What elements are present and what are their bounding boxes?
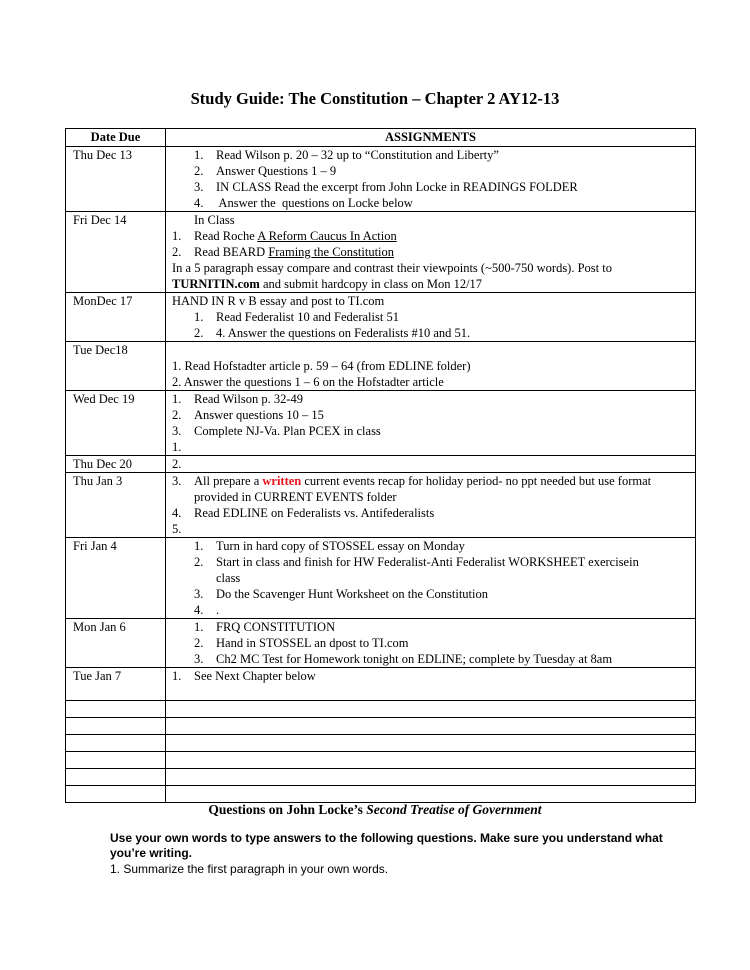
list-item: 5. <box>172 522 182 536</box>
assignment-cell <box>166 391 696 456</box>
book-title: Second Treatise of Government <box>366 802 542 817</box>
table-row <box>66 147 696 212</box>
questions-instructions: Use your own words to type answers to the following questions. Make sure you understand what you’re writing. <box>110 831 663 860</box>
table-row <box>66 293 696 342</box>
list-item: 2. Hand in STOSSEL an dpost to TI.com <box>194 636 409 650</box>
empty-row <box>66 701 696 718</box>
list-item: 1. FRQ CONSTITUTION <box>194 620 336 634</box>
list-item: 3. Do the Scavenger Hunt Worksheet on the Constitution <box>194 587 488 601</box>
table-row <box>66 538 696 619</box>
cell-text: HAND IN R v B essay and post to TI.com <box>172 294 385 308</box>
list-item: 1. Read Wilson p. 20 – 32 up to “Constitution and Liberty” <box>194 148 499 162</box>
assignment-cell <box>166 538 696 619</box>
empty-row <box>66 752 696 769</box>
table-header-row <box>66 129 696 147</box>
assignment-cell <box>166 342 696 391</box>
list-item: 3. All prepare a written current events recap for holiday period- no ppt needed but use format <box>172 474 652 488</box>
assignment-cell <box>166 147 696 212</box>
assignment-cell <box>166 619 696 668</box>
assignment-cell <box>166 473 696 538</box>
cell-text: In a 5 paragraph essay compare and contrast their viewpoints (~500-750 words). Post to <box>172 261 612 275</box>
list-item: 2. <box>172 457 182 471</box>
list-item: 1. Read Federalist 10 and Federalist 51 <box>194 310 399 324</box>
date-cell: Thu Dec 20 <box>66 456 166 473</box>
table-row <box>66 668 696 701</box>
date-cell: Fri Jan 4 <box>66 538 166 619</box>
reading-title: A Reform Caucus In Action <box>257 229 397 243</box>
cell-text: 2. Answer the questions 1 – 6 on the Hofstadter article <box>172 375 444 389</box>
list-item: 3. IN CLASS Read the excerpt from John Locke in READINGS FOLDER <box>194 180 578 194</box>
list-item: 4. . <box>194 603 220 617</box>
page-title: Study Guide: The Constitution – Chapter 2 AY12-13 <box>190 89 560 108</box>
table-row <box>66 212 696 293</box>
date-cell: Thu Jan 3 <box>66 473 166 538</box>
turnitin-label: TURNITIN.com <box>172 277 260 291</box>
questions-heading: Questions on John Locke’s Second Treatise of Government <box>208 802 542 817</box>
cell-text: 1. Read Hofstadter article p. 59 – 64 (from EDLINE folder) <box>172 359 471 373</box>
assignment-cell <box>166 293 696 342</box>
cell-text: TURNITIN.com and submit hardcopy in class on Mon 12/17 <box>172 277 483 291</box>
list-item: 1. <box>172 440 182 454</box>
list-item: 1. Read Wilson p. 32-49 <box>172 392 303 406</box>
column-header-assignments: ASSIGNMENTS <box>166 129 696 147</box>
list-item: 4. Read EDLINE on Federalists vs. Antifederalists <box>172 506 435 520</box>
table-row <box>66 473 696 538</box>
list-item-continuation: provided in CURRENT EVENTS folder <box>194 490 397 504</box>
assignment-table <box>65 128 696 803</box>
empty-row <box>66 786 696 803</box>
column-header-date: Date Due <box>66 129 166 147</box>
assignment-cell <box>166 668 696 701</box>
table-row <box>66 391 696 456</box>
list-item-continuation: class <box>216 571 241 585</box>
list-item: 2. 4. Answer the questions on Federalists #10 and 51. <box>194 326 471 340</box>
empty-row <box>66 718 696 735</box>
table-row <box>66 342 696 391</box>
question-1: 1. Summarize the first paragraph in your own words. <box>110 862 389 876</box>
list-item: 2. Start in class and finish for HW Federalist-Anti Federalist WORKSHEET exercisein <box>194 555 639 569</box>
date-cell: Tue Jan 7 <box>66 668 166 701</box>
assignment-cell <box>166 212 696 293</box>
list-item: 3. Complete NJ-Va. Plan PCEX in class <box>172 424 381 438</box>
empty-row <box>66 769 696 786</box>
date-cell: MonDec 17 <box>66 293 166 342</box>
list-item: 4. Answer the questions on Locke below <box>194 196 413 210</box>
date-cell: Thu Dec 13 <box>66 147 166 212</box>
list-item: 1. See Next Chapter below <box>172 669 316 683</box>
date-cell: Fri Dec 14 <box>66 212 166 293</box>
emphasis-written: written <box>262 474 302 488</box>
list-item: 2. Read BEARD Framing the Constitution <box>172 245 395 259</box>
empty-row <box>66 735 696 752</box>
list-item: 2. Answer Questions 1 – 9 <box>194 164 337 178</box>
assignment-cell <box>166 456 696 473</box>
list-item: 2. Answer questions 10 – 15 <box>172 408 324 422</box>
table-row <box>66 456 696 473</box>
reading-title: Framing the Constitution <box>268 245 395 259</box>
date-cell: Tue Dec18 <box>66 342 166 391</box>
date-cell: Wed Dec 19 <box>66 391 166 456</box>
list-item: 3. Ch2 MC Test for Homework tonight on EDLINE; complete by Tuesday at 8am <box>194 652 613 666</box>
list-item: 1. Read Roche A Reform Caucus In Action <box>172 229 397 243</box>
cell-text: In Class <box>194 213 235 227</box>
table-row <box>66 619 696 668</box>
date-cell: Mon Jan 6 <box>66 619 166 668</box>
list-item: 1. Turn in hard copy of STOSSEL essay on Monday <box>194 539 465 553</box>
